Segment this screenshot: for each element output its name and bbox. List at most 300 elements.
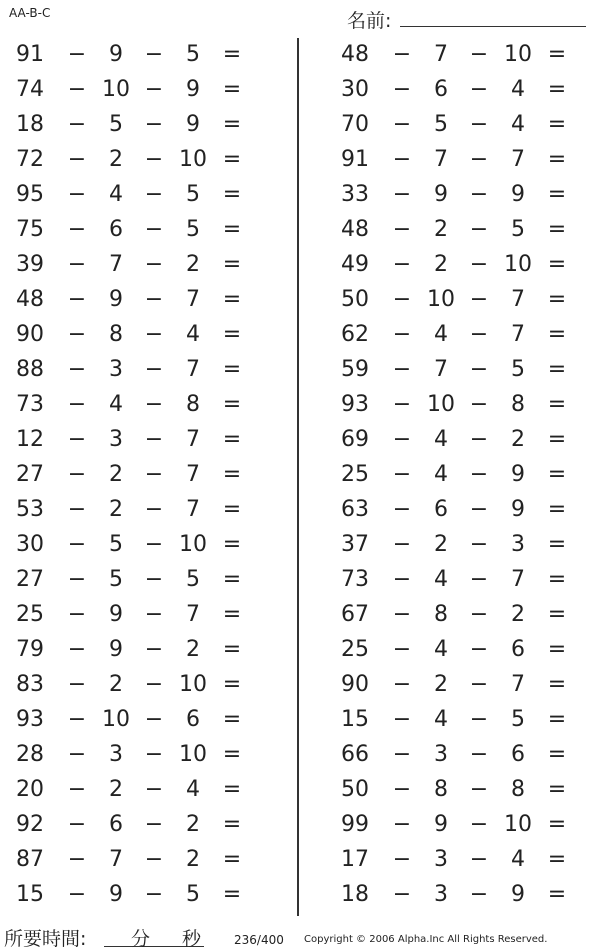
subtrahend-2: 8 bbox=[511, 777, 525, 802]
minus-sign: − bbox=[469, 637, 489, 662]
minuend: 50 bbox=[341, 287, 369, 312]
subtrahend-1: 3 bbox=[434, 847, 448, 872]
subtrahend-1: 10 bbox=[102, 77, 130, 102]
minuend: 70 bbox=[341, 112, 369, 137]
equals-sign: = bbox=[222, 322, 242, 347]
problem-row bbox=[335, 878, 585, 913]
subtrahend-2: 8 bbox=[186, 392, 200, 417]
subtrahend-1: 4 bbox=[434, 427, 448, 452]
equals-sign: = bbox=[222, 532, 242, 557]
problem-row bbox=[335, 808, 585, 843]
minus-sign: − bbox=[469, 392, 489, 417]
subtrahend-1: 8 bbox=[434, 777, 448, 802]
subtrahend-2: 7 bbox=[186, 462, 200, 487]
minus-sign: − bbox=[144, 812, 164, 837]
minus-sign: − bbox=[67, 42, 87, 67]
minus-sign: − bbox=[469, 182, 489, 207]
minus-sign: − bbox=[469, 742, 489, 767]
problem-row bbox=[335, 528, 585, 563]
problem-row bbox=[335, 703, 585, 738]
equals-sign: = bbox=[547, 182, 567, 207]
equals-sign: = bbox=[222, 77, 242, 102]
minus-sign: − bbox=[144, 497, 164, 522]
subtrahend-1: 2 bbox=[434, 217, 448, 242]
subtrahend-2: 2 bbox=[186, 252, 200, 277]
minus-sign: − bbox=[392, 322, 412, 347]
minuend: 87 bbox=[16, 847, 44, 872]
subtrahend-1: 4 bbox=[434, 322, 448, 347]
minus-sign: − bbox=[469, 77, 489, 102]
equals-sign: = bbox=[222, 637, 242, 662]
minuend: 83 bbox=[16, 672, 44, 697]
minus-sign: − bbox=[67, 882, 87, 907]
subtrahend-2: 6 bbox=[511, 637, 525, 662]
equals-sign: = bbox=[222, 112, 242, 137]
minus-sign: − bbox=[67, 637, 87, 662]
equals-sign: = bbox=[547, 287, 567, 312]
minus-sign: − bbox=[67, 497, 87, 522]
minus-sign: − bbox=[67, 707, 87, 732]
subtrahend-2: 10 bbox=[179, 672, 207, 697]
minus-sign: − bbox=[392, 217, 412, 242]
minuend: 15 bbox=[341, 707, 369, 732]
problem-row bbox=[335, 318, 585, 353]
minus-sign: − bbox=[67, 392, 87, 417]
equals-sign: = bbox=[547, 497, 567, 522]
subtrahend-2: 5 bbox=[186, 567, 200, 592]
minus-sign: − bbox=[67, 287, 87, 312]
equals-sign: = bbox=[222, 497, 242, 522]
equals-sign: = bbox=[222, 357, 242, 382]
problem-row bbox=[10, 563, 260, 598]
subtrahend-1: 6 bbox=[109, 812, 123, 837]
problem-row bbox=[10, 213, 260, 248]
equals-sign: = bbox=[547, 532, 567, 557]
subtrahend-1: 7 bbox=[434, 147, 448, 172]
minus-sign: − bbox=[144, 357, 164, 382]
minus-sign: − bbox=[144, 742, 164, 767]
equals-sign: = bbox=[222, 602, 242, 627]
equals-sign: = bbox=[222, 812, 242, 837]
minus-sign: − bbox=[144, 287, 164, 312]
problem-row bbox=[335, 38, 585, 73]
minus-sign: − bbox=[469, 672, 489, 697]
subtrahend-1: 5 bbox=[109, 532, 123, 557]
minus-sign: − bbox=[67, 182, 87, 207]
problem-column-right bbox=[335, 38, 585, 913]
subtrahend-1: 9 bbox=[434, 182, 448, 207]
minus-sign: − bbox=[392, 532, 412, 557]
equals-sign: = bbox=[222, 42, 242, 67]
minus-sign: − bbox=[469, 217, 489, 242]
minuend: 75 bbox=[16, 217, 44, 242]
subtrahend-1: 6 bbox=[434, 77, 448, 102]
name-label: 名前: bbox=[347, 10, 392, 32]
minuend: 25 bbox=[341, 637, 369, 662]
minus-sign: − bbox=[144, 602, 164, 627]
subtrahend-1: 6 bbox=[109, 217, 123, 242]
minuend: 17 bbox=[341, 847, 369, 872]
minus-sign: − bbox=[144, 777, 164, 802]
minus-sign: − bbox=[392, 707, 412, 732]
problem-row bbox=[335, 773, 585, 808]
minus-sign: − bbox=[469, 112, 489, 137]
equals-sign: = bbox=[547, 392, 567, 417]
minuend: 95 bbox=[16, 182, 44, 207]
problem-row bbox=[10, 598, 260, 633]
minus-sign: − bbox=[392, 567, 412, 592]
time-taken-label: 所要時間: bbox=[4, 928, 87, 950]
equals-sign: = bbox=[547, 427, 567, 452]
subtrahend-1: 4 bbox=[434, 462, 448, 487]
minus-sign: − bbox=[144, 462, 164, 487]
equals-sign: = bbox=[222, 182, 242, 207]
subtrahend-2: 5 bbox=[511, 357, 525, 382]
equals-sign: = bbox=[547, 742, 567, 767]
minus-sign: − bbox=[392, 42, 412, 67]
minuend: 59 bbox=[341, 357, 369, 382]
minus-sign: − bbox=[67, 252, 87, 277]
problem-row bbox=[10, 773, 260, 808]
problem-row bbox=[335, 633, 585, 668]
subtrahend-1: 9 bbox=[109, 637, 123, 662]
subtrahend-2: 7 bbox=[186, 427, 200, 452]
subtrahend-1: 7 bbox=[109, 847, 123, 872]
minus-sign: − bbox=[469, 287, 489, 312]
subtrahend-1: 7 bbox=[109, 252, 123, 277]
subtrahend-1: 5 bbox=[109, 112, 123, 137]
subtrahend-1: 4 bbox=[434, 567, 448, 592]
problem-row bbox=[335, 388, 585, 423]
problem-row bbox=[10, 108, 260, 143]
problem-row bbox=[10, 143, 260, 178]
subtrahend-1: 10 bbox=[102, 707, 130, 732]
minuend: 63 bbox=[341, 497, 369, 522]
minus-sign: − bbox=[392, 742, 412, 767]
minus-sign: − bbox=[67, 672, 87, 697]
minuend: 93 bbox=[16, 707, 44, 732]
minus-sign: − bbox=[67, 847, 87, 872]
minus-sign: − bbox=[392, 252, 412, 277]
equals-sign: = bbox=[547, 112, 567, 137]
subtrahend-1: 4 bbox=[434, 637, 448, 662]
subtrahend-2: 5 bbox=[186, 42, 200, 67]
minus-sign: − bbox=[67, 77, 87, 102]
problem-row bbox=[10, 178, 260, 213]
minus-sign: − bbox=[67, 532, 87, 557]
subtrahend-2: 5 bbox=[511, 707, 525, 732]
problem-row bbox=[10, 423, 260, 458]
subtrahend-2: 9 bbox=[511, 182, 525, 207]
copyright-notice: Copyright © 2006 Alpha.Inc All Rights Reserved. bbox=[304, 934, 548, 945]
equals-sign: = bbox=[222, 672, 242, 697]
problem-row bbox=[10, 703, 260, 738]
problem-row bbox=[335, 108, 585, 143]
minus-sign: − bbox=[144, 112, 164, 137]
equals-sign: = bbox=[547, 217, 567, 242]
minus-sign: − bbox=[144, 147, 164, 172]
equals-sign: = bbox=[547, 882, 567, 907]
subtrahend-2: 4 bbox=[186, 777, 200, 802]
minus-sign: − bbox=[392, 882, 412, 907]
problem-row bbox=[10, 668, 260, 703]
minus-sign: − bbox=[469, 567, 489, 592]
minus-sign: − bbox=[144, 567, 164, 592]
minus-sign: − bbox=[67, 742, 87, 767]
minus-sign: − bbox=[469, 147, 489, 172]
subtrahend-2: 5 bbox=[186, 882, 200, 907]
problem-row bbox=[10, 738, 260, 773]
problem-row bbox=[10, 38, 260, 73]
minuend: 39 bbox=[16, 252, 44, 277]
subtrahend-2: 5 bbox=[186, 217, 200, 242]
subtrahend-2: 2 bbox=[511, 427, 525, 452]
subtrahend-2: 10 bbox=[179, 532, 207, 557]
equals-sign: = bbox=[222, 217, 242, 242]
minuend: 91 bbox=[341, 147, 369, 172]
minutes-label: 分 bbox=[131, 928, 151, 950]
minuend: 99 bbox=[341, 812, 369, 837]
minus-sign: − bbox=[144, 847, 164, 872]
subtrahend-2: 3 bbox=[511, 532, 525, 557]
subtrahend-1: 8 bbox=[109, 322, 123, 347]
minus-sign: − bbox=[67, 357, 87, 382]
minuend: 90 bbox=[16, 322, 44, 347]
seconds-label: 秒 bbox=[182, 928, 202, 950]
subtrahend-2: 6 bbox=[511, 742, 525, 767]
subtrahend-1: 2 bbox=[434, 532, 448, 557]
minuend: 72 bbox=[16, 147, 44, 172]
minus-sign: − bbox=[392, 427, 412, 452]
equals-sign: = bbox=[222, 392, 242, 417]
subtrahend-2: 7 bbox=[186, 287, 200, 312]
minus-sign: − bbox=[392, 462, 412, 487]
equals-sign: = bbox=[547, 147, 567, 172]
minus-sign: − bbox=[67, 427, 87, 452]
subtrahend-1: 9 bbox=[109, 287, 123, 312]
subtrahend-1: 9 bbox=[109, 602, 123, 627]
subtrahend-1: 3 bbox=[434, 882, 448, 907]
minus-sign: − bbox=[67, 147, 87, 172]
minuend: 50 bbox=[341, 777, 369, 802]
minus-sign: − bbox=[469, 497, 489, 522]
problem-row bbox=[10, 283, 260, 318]
subtrahend-1: 2 bbox=[109, 462, 123, 487]
subtrahend-1: 6 bbox=[434, 497, 448, 522]
equals-sign: = bbox=[547, 847, 567, 872]
subtrahend-1: 5 bbox=[109, 567, 123, 592]
subtrahend-2: 2 bbox=[186, 812, 200, 837]
minus-sign: − bbox=[392, 287, 412, 312]
minuend: 12 bbox=[16, 427, 44, 452]
equals-sign: = bbox=[222, 742, 242, 767]
minus-sign: − bbox=[144, 322, 164, 347]
problem-row bbox=[335, 668, 585, 703]
minus-sign: − bbox=[469, 812, 489, 837]
minus-sign: − bbox=[67, 777, 87, 802]
subtrahend-1: 4 bbox=[109, 392, 123, 417]
subtrahend-2: 4 bbox=[511, 847, 525, 872]
problem-row bbox=[10, 388, 260, 423]
problem-row bbox=[335, 178, 585, 213]
equals-sign: = bbox=[547, 567, 567, 592]
subtrahend-1: 4 bbox=[109, 182, 123, 207]
problem-row bbox=[10, 493, 260, 528]
subtrahend-2: 2 bbox=[186, 847, 200, 872]
minuend: 74 bbox=[16, 77, 44, 102]
minus-sign: − bbox=[392, 777, 412, 802]
minus-sign: − bbox=[144, 392, 164, 417]
subtrahend-1: 2 bbox=[434, 252, 448, 277]
minuend: 15 bbox=[16, 882, 44, 907]
subtrahend-2: 10 bbox=[504, 252, 532, 277]
equals-sign: = bbox=[547, 707, 567, 732]
problem-row bbox=[335, 213, 585, 248]
problem-row bbox=[335, 738, 585, 773]
minus-sign: − bbox=[67, 322, 87, 347]
subtrahend-2: 10 bbox=[179, 147, 207, 172]
minus-sign: − bbox=[392, 392, 412, 417]
minus-sign: − bbox=[144, 252, 164, 277]
subtrahend-1: 7 bbox=[434, 357, 448, 382]
minuend: 37 bbox=[341, 532, 369, 557]
minuend: 30 bbox=[16, 532, 44, 557]
minus-sign: − bbox=[144, 637, 164, 662]
minuend: 48 bbox=[16, 287, 44, 312]
minuend: 28 bbox=[16, 742, 44, 767]
minus-sign: − bbox=[67, 567, 87, 592]
subtrahend-2: 2 bbox=[186, 637, 200, 662]
equals-sign: = bbox=[547, 637, 567, 662]
subtrahend-2: 10 bbox=[504, 812, 532, 837]
minus-sign: − bbox=[469, 532, 489, 557]
minuend: 49 bbox=[341, 252, 369, 277]
minuend: 91 bbox=[16, 42, 44, 67]
subtrahend-2: 5 bbox=[511, 217, 525, 242]
minuend: 67 bbox=[341, 602, 369, 627]
minus-sign: − bbox=[144, 427, 164, 452]
minus-sign: − bbox=[469, 847, 489, 872]
subtrahend-2: 6 bbox=[186, 707, 200, 732]
minuend: 69 bbox=[341, 427, 369, 452]
subtrahend-2: 7 bbox=[186, 602, 200, 627]
subtrahend-1: 2 bbox=[109, 777, 123, 802]
subtrahend-1: 9 bbox=[109, 42, 123, 67]
equals-sign: = bbox=[222, 777, 242, 802]
problem-column-left bbox=[10, 38, 260, 913]
equals-sign: = bbox=[547, 812, 567, 837]
problem-row bbox=[335, 248, 585, 283]
equals-sign: = bbox=[547, 602, 567, 627]
subtrahend-1: 3 bbox=[109, 427, 123, 452]
minus-sign: − bbox=[469, 707, 489, 732]
equals-sign: = bbox=[547, 777, 567, 802]
subtrahend-1: 7 bbox=[434, 42, 448, 67]
minus-sign: − bbox=[469, 427, 489, 452]
subtrahend-1: 9 bbox=[434, 812, 448, 837]
subtrahend-2: 9 bbox=[511, 497, 525, 522]
problem-row bbox=[335, 458, 585, 493]
subtrahend-1: 10 bbox=[427, 287, 455, 312]
name-field-line[interactable] bbox=[400, 26, 586, 27]
subtrahend-2: 2 bbox=[511, 602, 525, 627]
minus-sign: − bbox=[469, 882, 489, 907]
subtrahend-2: 8 bbox=[511, 392, 525, 417]
minus-sign: − bbox=[392, 602, 412, 627]
equals-sign: = bbox=[547, 42, 567, 67]
minus-sign: − bbox=[392, 112, 412, 137]
minuend: 53 bbox=[16, 497, 44, 522]
subtrahend-2: 7 bbox=[511, 147, 525, 172]
minuend: 27 bbox=[16, 567, 44, 592]
subtrahend-1: 8 bbox=[434, 602, 448, 627]
minus-sign: − bbox=[144, 672, 164, 697]
problem-row bbox=[10, 808, 260, 843]
minuend: 25 bbox=[341, 462, 369, 487]
worksheet-code: AA-B-C bbox=[9, 6, 51, 20]
problem-row bbox=[10, 248, 260, 283]
problem-row bbox=[335, 843, 585, 878]
minus-sign: − bbox=[144, 77, 164, 102]
subtrahend-1: 3 bbox=[434, 742, 448, 767]
minus-sign: − bbox=[392, 147, 412, 172]
subtrahend-2: 7 bbox=[511, 672, 525, 697]
minuend: 48 bbox=[341, 42, 369, 67]
minus-sign: − bbox=[392, 672, 412, 697]
minus-sign: − bbox=[469, 252, 489, 277]
problem-row bbox=[335, 493, 585, 528]
equals-sign: = bbox=[222, 567, 242, 592]
minus-sign: − bbox=[67, 812, 87, 837]
minus-sign: − bbox=[144, 217, 164, 242]
equals-sign: = bbox=[222, 707, 242, 732]
subtrahend-2: 7 bbox=[186, 357, 200, 382]
minuend: 18 bbox=[16, 112, 44, 137]
equals-sign: = bbox=[222, 252, 242, 277]
subtrahend-2: 9 bbox=[186, 112, 200, 137]
minus-sign: − bbox=[144, 882, 164, 907]
subtrahend-1: 2 bbox=[109, 497, 123, 522]
minus-sign: − bbox=[469, 777, 489, 802]
problem-row bbox=[335, 598, 585, 633]
problem-row bbox=[335, 283, 585, 318]
minus-sign: − bbox=[67, 462, 87, 487]
minuend: 27 bbox=[16, 462, 44, 487]
minus-sign: − bbox=[144, 182, 164, 207]
problem-row bbox=[10, 633, 260, 668]
minus-sign: − bbox=[469, 42, 489, 67]
equals-sign: = bbox=[222, 882, 242, 907]
minuend: 90 bbox=[341, 672, 369, 697]
subtrahend-1: 4 bbox=[434, 707, 448, 732]
problem-row bbox=[335, 563, 585, 598]
subtrahend-2: 7 bbox=[186, 497, 200, 522]
problem-row bbox=[10, 353, 260, 388]
equals-sign: = bbox=[547, 252, 567, 277]
subtrahend-2: 4 bbox=[186, 322, 200, 347]
minuend: 92 bbox=[16, 812, 44, 837]
minuend: 73 bbox=[16, 392, 44, 417]
minus-sign: − bbox=[392, 357, 412, 382]
column-divider bbox=[297, 38, 299, 916]
problem-row bbox=[335, 143, 585, 178]
problem-row bbox=[10, 528, 260, 563]
subtrahend-1: 5 bbox=[434, 112, 448, 137]
minus-sign: − bbox=[469, 462, 489, 487]
minus-sign: − bbox=[392, 637, 412, 662]
problem-row bbox=[10, 458, 260, 493]
subtrahend-1: 2 bbox=[109, 147, 123, 172]
